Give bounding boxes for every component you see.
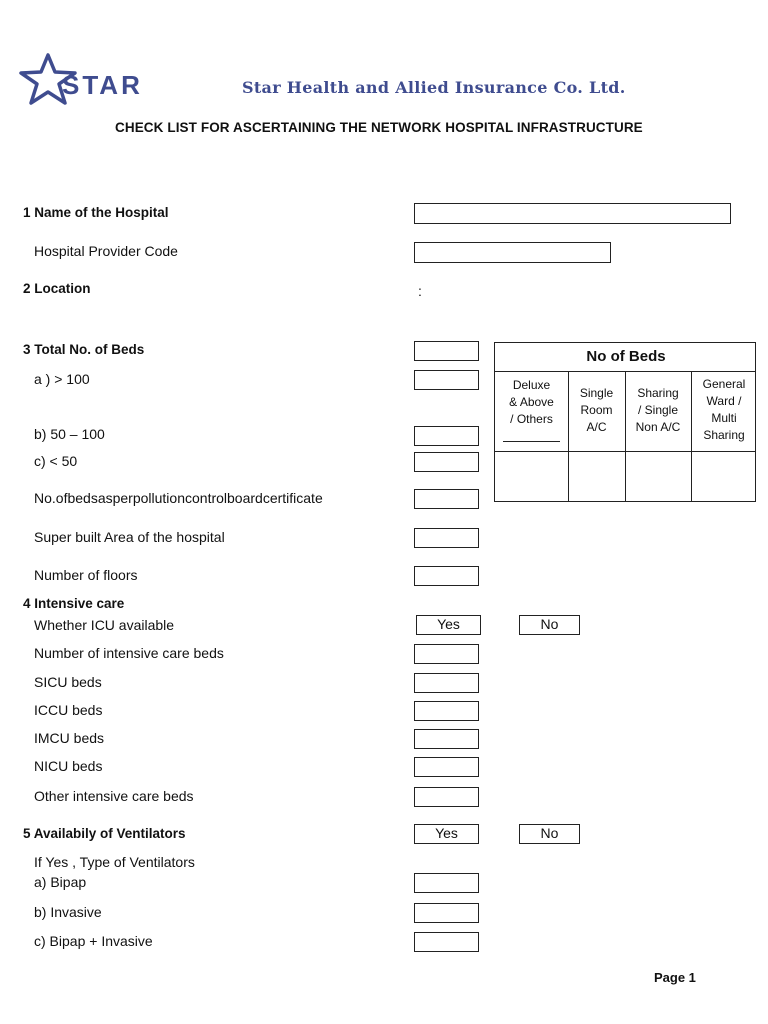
icu-available-label: Whether ICU available <box>34 617 175 633</box>
page-title: CHECK LIST FOR ASCERTAINING THE NETWORK HOSPITAL INFRASTRUCTURE <box>115 120 643 135</box>
col-sharing-line2: / Single <box>637 403 679 417</box>
sharing-beds-cell[interactable] <box>626 452 691 502</box>
col-general-line4: Sharing <box>703 428 745 442</box>
col-sharing <box>625 385 691 436</box>
ventilator-type-label: If Yes , Type of Ventilators <box>34 854 195 870</box>
page-number: Page 1 <box>654 970 696 985</box>
logo-text: STAR <box>62 70 143 100</box>
section-3-heading: 3 Total No. of Beds <box>23 342 145 357</box>
beds-below-50-field[interactable] <box>414 452 479 472</box>
other-icu-beds-label: Other intensive care beds <box>34 788 194 804</box>
col-general-line1: General <box>702 377 746 391</box>
bipap-label: a) Bipap <box>34 874 87 890</box>
invasive-label: b) Invasive <box>34 904 102 920</box>
sicu-beds-field[interactable] <box>414 673 479 693</box>
pollution-beds-label: No.ofbedsasperpollutioncontrolboardcertificate <box>34 490 323 506</box>
col-general-ward <box>691 376 757 444</box>
total-beds-field[interactable] <box>414 341 479 361</box>
hospital-name-field[interactable] <box>414 203 731 224</box>
other-icu-beds-field[interactable] <box>414 787 479 807</box>
icu-no-option[interactable]: No <box>519 615 580 635</box>
col-sharing-line3: Non A/C <box>635 420 681 434</box>
built-area-field[interactable] <box>414 528 479 548</box>
floors-label: Number of floors <box>34 567 138 583</box>
nicu-beds-label: NICU beds <box>34 758 103 774</box>
col-single-line3: A/C <box>586 420 607 434</box>
imcu-beds-label: IMCU beds <box>34 730 105 746</box>
col-single-line2: Room <box>580 403 613 417</box>
pollution-beds-field[interactable] <box>414 489 479 509</box>
beds-50-100-label: b) 50 – 100 <box>34 426 105 442</box>
ventilator-no-option[interactable]: No <box>519 824 580 844</box>
built-area-label: Super built Area of the hospital <box>34 529 225 545</box>
single-room-beds-cell[interactable] <box>569 452 625 502</box>
beds-50-100-field[interactable] <box>414 426 479 446</box>
iccu-beds-field[interactable] <box>414 701 479 721</box>
beds-below-50-label: c) < 50 <box>34 453 78 469</box>
col-deluxe-line1: Deluxe <box>512 378 551 392</box>
col-sharing-line1: Sharing <box>637 386 679 400</box>
beds-above-100-field[interactable] <box>414 370 479 390</box>
invasive-field[interactable] <box>414 903 479 923</box>
ventilator-yes-option[interactable]: Yes <box>414 824 479 844</box>
col-deluxe <box>495 377 568 428</box>
location-colon: : <box>418 283 422 299</box>
col-deluxe-line2: & Above <box>509 395 554 409</box>
sicu-beds-label: SICU beds <box>34 674 102 690</box>
section-1-heading: 1 Name of the Hospital <box>23 205 169 220</box>
general-ward-beds-cell[interactable] <box>692 452 756 502</box>
col-general-line3: Multi <box>711 411 737 425</box>
beds-table-title: No of Beds <box>586 348 666 365</box>
company-name: Star Health and Allied Insurance Co. Ltd. <box>242 78 626 97</box>
deluxe-beds-cell[interactable] <box>495 452 568 502</box>
provider-code-label: Hospital Provider Code <box>34 243 178 259</box>
icu-yes-option[interactable]: Yes <box>416 615 481 635</box>
bipap-field[interactable] <box>414 873 479 893</box>
section-2-heading: 2 Location <box>23 281 91 296</box>
imcu-beds-field[interactable] <box>414 729 479 749</box>
icu-beds-label: Number of intensive care beds <box>34 645 224 661</box>
provider-code-field[interactable] <box>414 242 611 263</box>
bipap-invasive-field[interactable] <box>414 932 479 952</box>
floors-field[interactable] <box>414 566 479 586</box>
section-4-heading: 4 Intensive care <box>23 596 125 611</box>
col-single-room <box>568 385 625 436</box>
bipap-invasive-label: c) Bipap + Invasive <box>34 933 153 949</box>
col-single-line1: Single <box>579 386 614 400</box>
col-deluxe-line3: / Others <box>510 412 553 426</box>
iccu-beds-label: ICCU beds <box>34 702 103 718</box>
col-general-line2: Ward / <box>706 394 742 408</box>
icu-beds-field[interactable] <box>414 644 479 664</box>
beds-above-100-label: a ) > 100 <box>34 371 90 387</box>
nicu-beds-field[interactable] <box>414 757 479 777</box>
section-5-heading: 5 Availabily of Ventilators <box>23 826 186 841</box>
beds-table <box>494 342 756 502</box>
